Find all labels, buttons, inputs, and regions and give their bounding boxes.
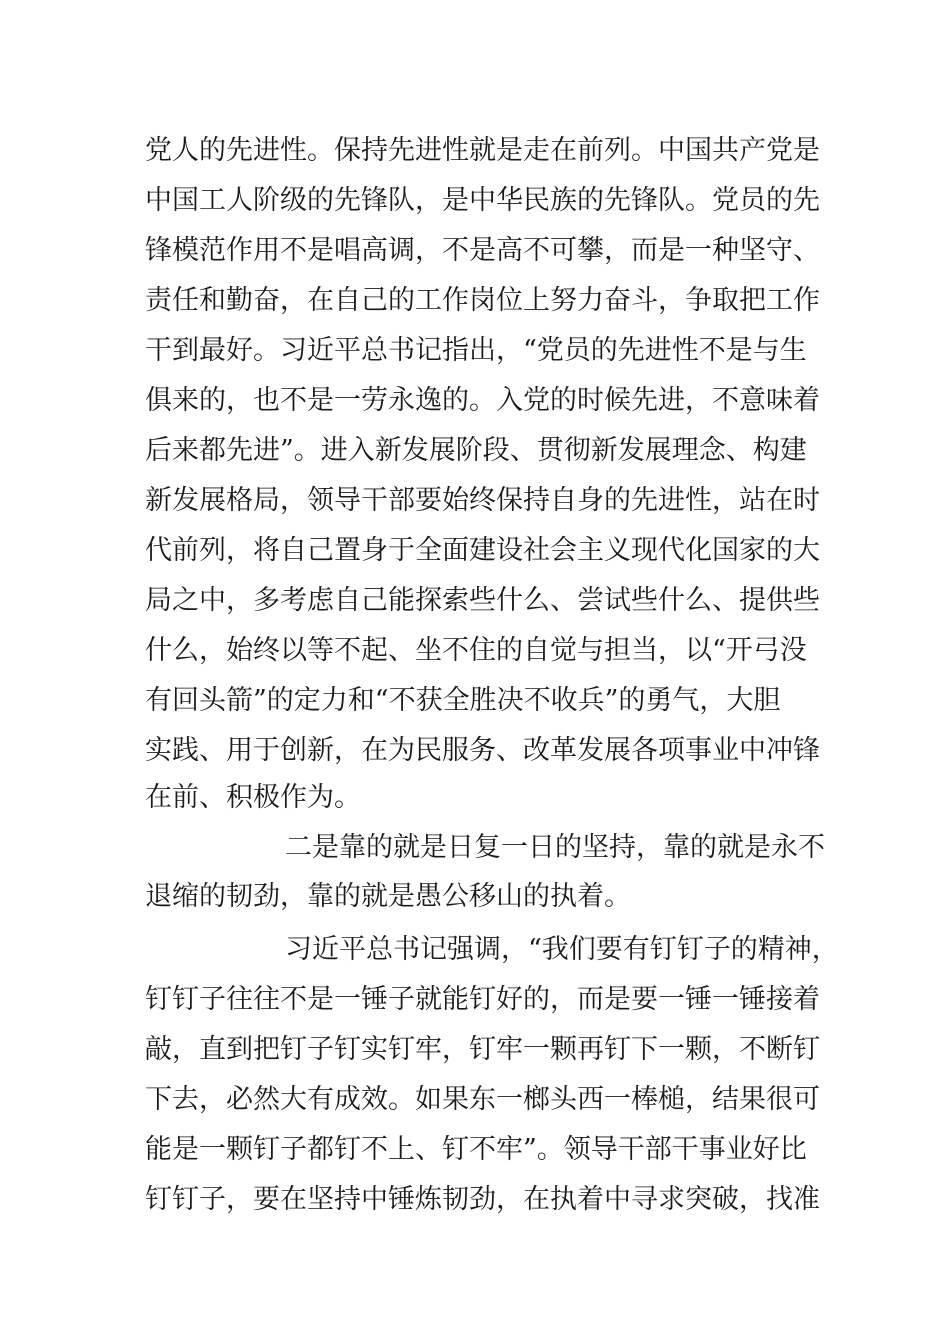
text-line: 什么，始终以等不起、坐不住的自觉与担当，以“开弓没 bbox=[145, 635, 807, 666]
text-line: 俱来的，也不是一劳永逸的。入党的时候先进，不意味着 bbox=[145, 385, 820, 416]
text-line: 钉钉子，要在坚持中锤炼韧劲，在执着中寻求突破，找准 bbox=[145, 1184, 820, 1215]
paragraph-first-line: 习近平总书记强调，“我们要有钉钉子的精神， bbox=[285, 934, 839, 965]
text-line: 责任和勤奋，在自己的工作岗位上努力奋斗，争取把工作 bbox=[145, 285, 820, 316]
text-line: 钉钉子往往不是一锤子就能钉好的，而是要一锤一锤接着 bbox=[145, 984, 820, 1015]
text-line: 干到最好。习近平总书记指出，“党员的先进性不是与生 bbox=[145, 335, 807, 366]
text-line: 代前列，将自己置身于全面建设社会主义现代化国家的大 bbox=[145, 535, 820, 566]
text-line: 局之中，多考虑自己能探索些什么、尝试些什么、提供些 bbox=[145, 585, 820, 616]
text-line: 中国工人阶级的先锋队，是中华民族的先锋队。党员的先 bbox=[145, 185, 820, 216]
text-line: 后来都先进”。进入新发展阶段、贯彻新发展理念、构建 bbox=[145, 435, 807, 466]
text-line: 能是一颗钉子都钉不上、钉不牢”。领导干部干事业好比 bbox=[145, 1134, 807, 1165]
text-line: 实践、用于创新，在为民服务、改革发展各项事业中冲锋 bbox=[145, 735, 820, 766]
text-line: 锋模范作用不是唱高调，不是高不可攀，而是一种坚守、 bbox=[145, 235, 820, 266]
text-line: 党人的先进性。保持先进性就是走在前列。中国共产党是 bbox=[145, 135, 820, 166]
text-line: 退缩的韧劲，靠的就是愚公移山的执着。 bbox=[145, 881, 631, 912]
text-line: 有回头箭”的定力和“不获全胜决不收兵”的勇气，大胆 bbox=[145, 685, 781, 716]
text-line: 敲，直到把钉子钉实钉牢，钉牢一颗再钉下一颗，不断钉 bbox=[145, 1034, 820, 1065]
text-line: 新发展格局，领导干部要始终保持自身的先进性，站在时 bbox=[145, 485, 820, 516]
text-line: 下去，必然大有成效。如果东一榔头西一棒槌，结果很可 bbox=[145, 1084, 820, 1115]
paragraph-heading-line: 二是靠的就是日复一日的坚持，靠的就是永不 bbox=[285, 832, 825, 863]
text-line: 在前、积极作为。 bbox=[145, 782, 361, 813]
